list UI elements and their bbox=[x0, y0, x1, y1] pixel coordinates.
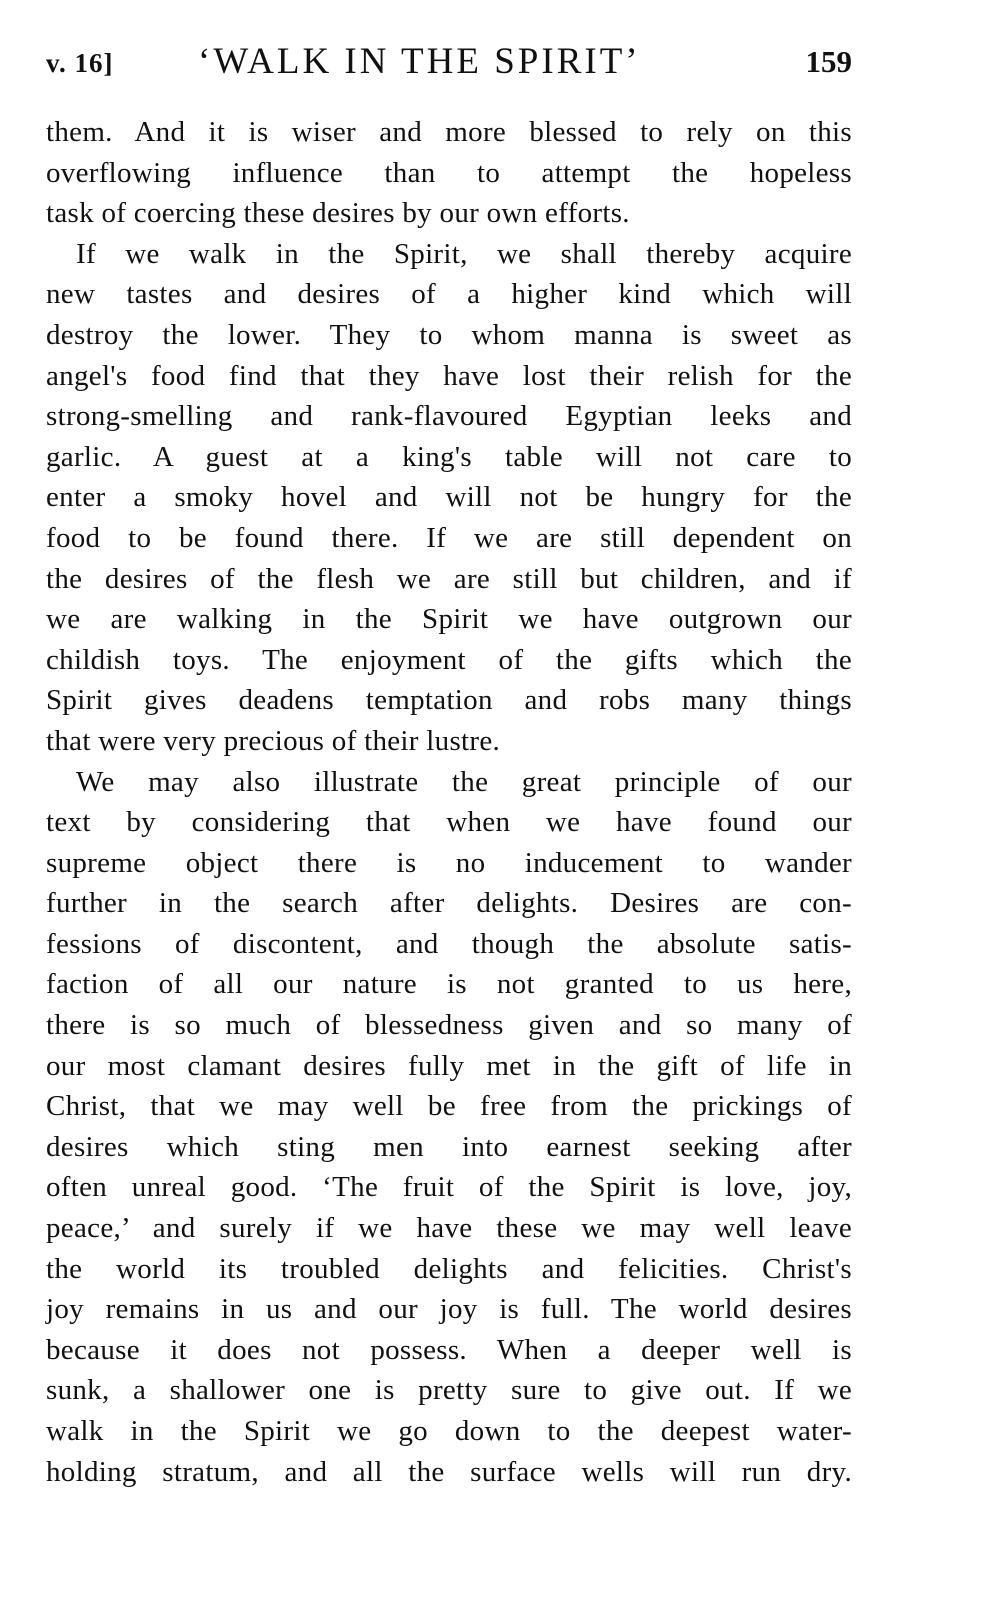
text-line: further in the search after delights. Desires are con- bbox=[46, 887, 852, 920]
body-text bbox=[46, 112, 852, 1492]
page-number: 159 bbox=[805, 44, 852, 79]
text-line: there is so much of blessedness given and so many of bbox=[46, 1009, 852, 1042]
running-head bbox=[46, 38, 852, 98]
text-line: our most clamant desires fully met in the gift of life in bbox=[46, 1049, 852, 1082]
text-line: faction of all our nature is not granted to us here, bbox=[46, 968, 852, 1001]
text-line: food to be found there. If we are still dependent on bbox=[46, 521, 852, 554]
text-line: often unreal good. ‘The fruit of the Spirit is love, joy, bbox=[46, 1171, 852, 1204]
text-line: joy remains in us and our joy is full. The world desires bbox=[46, 1293, 852, 1326]
text-line: that were very precious of their lustre. bbox=[46, 724, 501, 757]
text-line: Spirit gives deadens temptation and robs many things bbox=[46, 684, 852, 717]
text-line: If we walk in the Spirit, we shall thereby acquire bbox=[76, 237, 852, 270]
text-line: holding stratum, and all the surface wells will run dry. bbox=[46, 1455, 852, 1488]
text-line: new tastes and desires of a higher kind which will bbox=[46, 278, 852, 311]
text-line: peace,’ and surely if we have these we may well leave bbox=[46, 1212, 852, 1245]
text-line: desires which sting men into earnest seeking after bbox=[46, 1130, 852, 1163]
text-line: overflowing influence than to attempt the hopeless bbox=[46, 156, 852, 189]
text-line: the world its troubled delights and felicities. Christ's bbox=[46, 1252, 852, 1285]
text-line: text by considering that when we have found our bbox=[46, 806, 852, 839]
text-line: the desires of the flesh we are still but children, and if bbox=[46, 562, 852, 595]
text-line: we are walking in the Spirit we have outgrown our bbox=[46, 603, 852, 636]
text-line: sunk, a shallower one is pretty sure to give out. If we bbox=[46, 1374, 852, 1407]
text-line: because it does not possess. When a deeper well is bbox=[46, 1333, 852, 1366]
text-line: fessions of discontent, and though the absolute satis- bbox=[46, 927, 852, 960]
text-line: angel's food find that they have lost their relish for the bbox=[46, 359, 852, 392]
text-line: We may also illustrate the great principle of our bbox=[76, 765, 852, 798]
book-page bbox=[46, 38, 852, 1492]
text-line: task of coercing these desires by our own efforts. bbox=[46, 197, 630, 230]
text-line: walk in the Spirit we go down to the deepest water- bbox=[46, 1415, 852, 1447]
running-title: ‘WALK IN THE SPIRIT’ bbox=[198, 41, 641, 82]
text-line: them. And it is wiser and more blessed to rely on this bbox=[46, 116, 852, 148]
text-line: Christ, that we may well be free from the prickings of bbox=[46, 1090, 852, 1123]
text-line: garlic. A guest at a king's table will not care to bbox=[46, 440, 852, 473]
text-line: enter a smoky hovel and will not be hungry for the bbox=[46, 481, 852, 514]
verse-reference: v. 16] bbox=[46, 48, 114, 78]
text-line: strong-smelling and rank-flavoured Egyptian leeks and bbox=[46, 400, 852, 433]
text-line: supreme object there is no inducement to wander bbox=[46, 846, 852, 879]
text-line: destroy the lower. They to whom manna is sweet as bbox=[46, 318, 852, 351]
text-line: childish toys. The enjoyment of the gifts which the bbox=[46, 643, 852, 676]
